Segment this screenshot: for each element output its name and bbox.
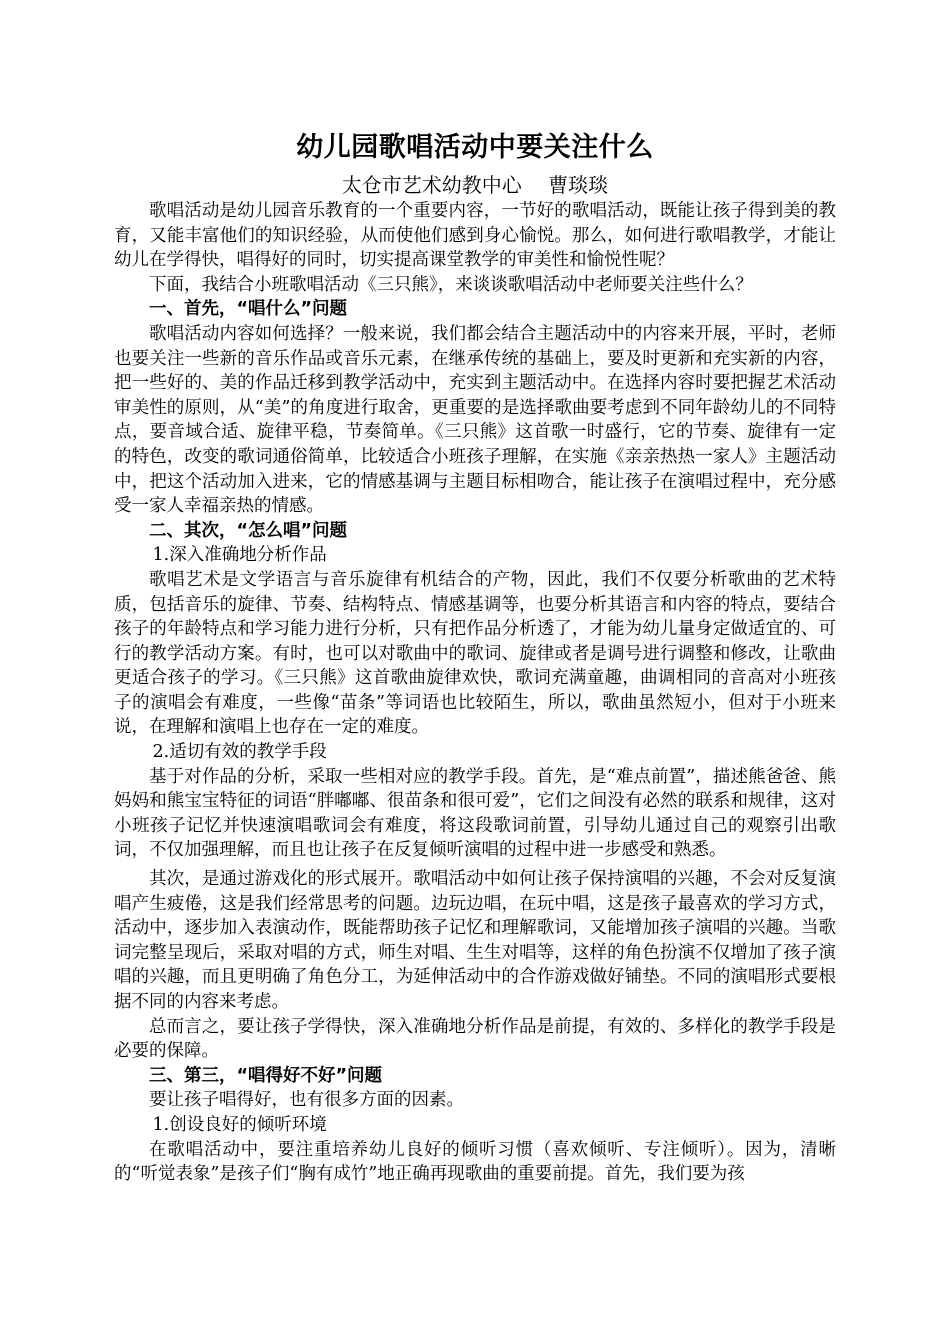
- document-page: [114, 128, 836, 1187]
- section-heading-2: 二、其次，“怎么唱”问题: [149, 520, 348, 541]
- section-1-paragraph: 歌唱活动内容如何选择？一般来说，我们都会结合主题活动中的内容来开展，平时，老师也要关注一些新的音乐作品或音乐元素，在继承传统的基础上，要及时更新和充实新的内容，把一些好的、美的作品迁移到教学活动中，充实到主题活动中。在选择内容时要把握艺术活动审美性的原则，从“美”的角度进行取舍，更重要的是选择歌曲要考虑到不同年龄幼儿的不同特点，要音域合适、旋律平稳，节奏简单。《三只熊》这首歌一时盛行，它的节奏、旋律有一定的特色，改变的歌词通俗简单，比较适合小班孩子理解，在实施《亲亲热热一家人》主题活动中，把这个活动加入进来，它的情感基调与主题目标相吻合，能让孩子在演唱过程中，充分感受一家人幸福亲热的情感。: [114, 323, 836, 517]
- subheading-2-2: 2.适切有效的教学手段: [152, 742, 327, 763]
- subheading-3-1: 1.创设良好的倾听环境: [152, 1114, 327, 1135]
- intro-paragraph-1: 歌唱活动是幼儿园音乐教育的一个重要内容，一节好的歌唱活动，既能让孩子得到美的教育，又能丰富他们的知识经验，从而使他们感到身心愉悦。那么，如何进行歌唱教学，才能让幼儿在学得快，唱得好的同时，切实提高课堂教学的审美性和愉悦性呢？: [114, 201, 836, 271]
- section-2-2-paragraph-2: 其次，是通过游戏化的形式展开。歌唱活动中如何让孩子保持演唱的兴趣，不会对反复演唱产生疲倦，这是我们经常思考的问题。边玩边唱，在玩中唱，这是孩子最喜欢的学习方式，活动中，逐步加入表演动作，既能帮助孩子记忆和理解歌词，又能增加孩子演唱的兴趣。当歌词完整呈现后，采取对唱的方式，师生对唱、生生对唱等，这样的角色扮演不仅增加了孩子演唱的兴趣，而且更明确了角色分工，为延伸活动中的合作游戏做好铺垫。不同的演唱形式要根据不同的内容来考虑。: [114, 869, 836, 1012]
- page-title: 幼儿园歌唱活动中要关注什么: [296, 132, 654, 163]
- section-2-1-paragraph: 歌唱艺术是文学语言与音乐旋律有机结合的产物，因此，我们不仅要分析歌曲的艺术特质，包括音乐的旋律、节奏、结构特点、情感基调等，也要分析其语言和内容的特点，要结合孩子的年龄特点和学习能力进行分析，只有把作品分析透了，才能为幼儿量身定做适宜的、可行的教学活动方案。有时，也可以对歌曲中的歌词、旋律或者是调号进行调整和修改，让歌曲更适合孩子的学习。《三只熊》这首歌曲旋律欢快，歌词充满童趣，曲调相同的音高对小班孩子的演唱会有难度，一些像“苗条”等词语也比较陌生，所以，歌曲虽然短小，但对于小班来说，在理解和演唱上也存在一定的难度。: [114, 569, 836, 738]
- author-byline: 太仓市艺术幼教中心 曹琰琰: [341, 173, 609, 197]
- section-heading-3: 三、第三，“唱得好不好”问题: [149, 1065, 383, 1086]
- intro-paragraph-2: 下面，我结合小班歌唱活动《三只熊》，来谈谈歌唱活动中老师要关注些什么？: [149, 274, 753, 295]
- section-2-summary-paragraph: 总而言之，要让孩子学得快，深入准确地分析作品是前提，有效的、多样化的教学手段是必要的保障。: [114, 1016, 836, 1062]
- section-3-intro-paragraph: 要让孩子唱得好，也有很多方面的因素。: [149, 1090, 464, 1111]
- section-3-1-paragraph: 在歌唱活动中，要注重培养幼儿良好的倾听习惯（喜欢倾听、专注倾听）。因为，清晰的“听觉表象”是孩子们“胸有成竹”地正确再现歌曲的重要前提。首先，我们要为孩: [114, 1139, 836, 1185]
- section-2-2-paragraph-1: 基于对作品的分析，采取一些相对应的教学手段。首先，是“难点前置”，描述熊爸爸、熊妈妈和熊宝宝特征的词语“胖嘟嘟、很苗条和很可爱”，它们之间没有必然的联系和规律，这对小班孩子记忆并快速演唱歌词会有难度，将这段歌词前置，引导幼儿通过自己的观察引出歌词，不仅加强理解，而且也让孩子在反复倾听演唱的过程中进一步感受和熟悉。: [114, 766, 836, 861]
- subheading-2-1: 1.深入准确地分析作品: [152, 545, 327, 566]
- section-heading-1: 一、首先，“唱什么”问题: [149, 299, 348, 320]
